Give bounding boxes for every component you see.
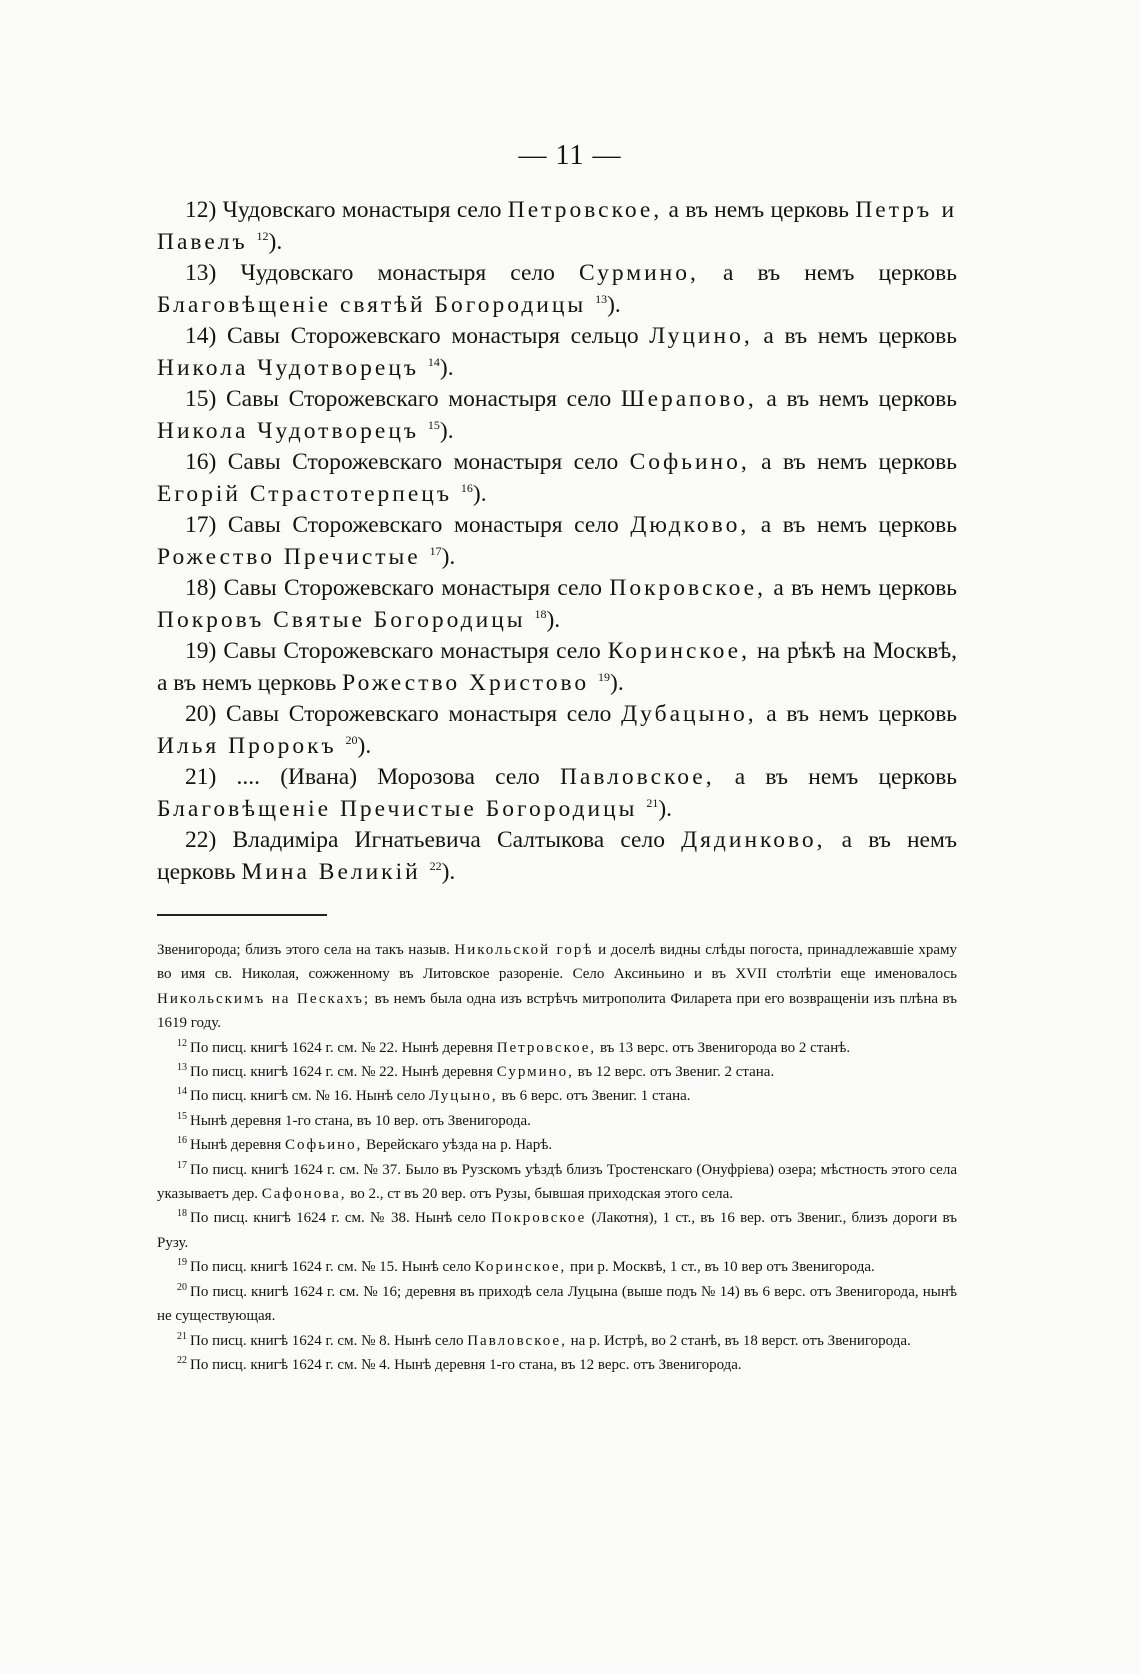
entry: 18) Савы Сторожевскаго монастыря село Покровское, а въ немъ церковь Покровъ Святые Богородицы $^{18}$). <box>157 575 958 633</box>
main-text <box>157 195 957 888</box>
footnote: $^{18}$ По писц. книгѣ 1624 г. см. № 38. Нынѣ село Покровское (Лакотня), 1 ст., въ 16 вер. отъ Звениг., близъ дороги въ Рузу. <box>157 1208 958 1251</box>
entry: 13) Чудовскаго монастыря село Сурмино, а въ немъ церковь Благовѣщеніе святѣй Богородицы $^{13}$). <box>157 260 957 318</box>
entry: 22) Владиміра Игнатьевича Салтыкова село Дядинково, а въ немъ церковь Мина Великій $^{22}$). <box>157 827 958 885</box>
entry: 21) .... (Ивана) Морозова село Павловское, а въ немъ церковь Благовѣщеніе Пречистые Богородицы $^{21}$). <box>157 764 958 822</box>
footnote: $^{12}$ По писц. книгѣ 1624 г. см. № 22. Нынѣ деревня Петровское, въ 13 верс. отъ Звенигорода во 2 станѣ. <box>177 1037 851 1056</box>
footnote-ref: 17 <box>429 543 442 558</box>
footnote-ref: 22 <box>429 858 442 873</box>
entry: 20) Савы Сторожевскаго монастыря село Дубацыно, а въ немъ церковь Илья Пророкъ $^{20}$). <box>157 701 958 759</box>
footnote-ref: 14 <box>427 354 440 369</box>
footnote: $^{17}$ По писц. книгѣ 1624 г. см. № 37. Было въ Рузскомъ уѣздѣ близъ Тростенскаго (Онуфріева) озера; мѣстность этого села указываетъ дер. Сафонова, во 2., ст въ 20 вер. отъ Рузы, бывшая приходская этого села. <box>157 1159 957 1203</box>
footnote-ref: 12 <box>256 228 269 243</box>
footnote-ref: 18 <box>534 606 547 621</box>
footnote: $^{19}$ По писц. книгѣ 1624 г. см. № 15. Нынѣ село Коринское, при р. Москвѣ, 1 ст., въ 10 вер отъ Звенигорода. <box>177 1257 875 1276</box>
footnote-ref: 19 <box>598 669 611 684</box>
footnotes <box>157 938 957 1377</box>
entry: 19) Савы Сторожевскаго монастыря село Коринское, на рѣкѣ на Москвѣ, а въ немъ церковь Рожество Христово $^{19}$). <box>157 638 957 696</box>
footnote-ref: 16 <box>460 480 473 495</box>
entry: 16) Савы Сторожевскаго монастыря село Софьино, а въ немъ церковь Егорій Страстотерпецъ $^{16}$). <box>157 449 957 507</box>
footnote-ref: 15 <box>427 417 440 432</box>
footnote: $^{21}$ По писц. книгѣ 1624 г. см. № 8. Нынѣ село Павловское, на р. Истрѣ, во 2 станѣ, въ 18 верст. отъ Звенигорода. <box>177 1330 911 1349</box>
footnote: $^{15}$ Нынѣ деревня 1-го стана, въ 10 вер. отъ Звенигорода. <box>177 1110 531 1129</box>
footnote-ref: 20 <box>345 732 358 747</box>
page-number: — 11 — <box>518 140 622 171</box>
footnote: $^{14}$ По писц. книгѣ см. № 16. Нынѣ село Луцыно, въ 6 верс. отъ Звениг. 1 стана. <box>177 1086 691 1105</box>
footnote: $^{22}$ По писц. книгѣ 1624 г. см. № 4. Нынѣ деревня 1-го стана, въ 12 верс. отъ Звенигорода. <box>177 1354 742 1373</box>
footnote: $^{13}$ По писц. книгѣ 1624 г. см. № 22. Нынѣ деревня Сурмино, въ 12 верс. отъ Звениг. 2 стана. <box>177 1062 775 1081</box>
footnote-ref: 21 <box>646 795 659 810</box>
footnote: $^{20}$ По писц. книгѣ 1624 г. см. № 16; деревня въ приходѣ села Луцына (выше подъ № 14) въ 6 верс. отъ Звенигорода, нынѣ не существующая. <box>157 1281 957 1325</box>
entry: 17) Савы Сторожевскаго монастыря село Дюдково, а въ немъ церковь Рожество Пречистые $^{17}$). <box>157 512 957 570</box>
entry: 14) Савы Сторожевскаго монастыря сельцо Луцино, а въ немъ церковь Никола Чудотворецъ $^{14}$). <box>157 323 957 381</box>
footnote-continuation: Звенигорода; близъ этого села на такъ назыв. Никольской горѣ и доселѣ видны слѣды погоста, принадлежавшіе храму во имя св. Николая, сожженному въ Литовское разореніе. Село Аксиньино и въ XVII столѣтіи еще именовалось Никольскимъ на Пескахъ; въ немъ была одна изъ встрѣчъ митрополита Филарета при его возвращеніи изъ плѣна въ 1619 году. <box>157 942 958 1032</box>
entry: 12) Чудовскаго монастыря село Петровское, а въ немъ церковь Петръ и Павелъ $^{12}$). <box>157 197 958 255</box>
entry: 15) Савы Сторожевскаго монастыря село Шерапово, а въ немъ церковь Никола Чудотворецъ $^{15}$). <box>157 386 957 444</box>
footnote-ref: 13 <box>595 291 608 306</box>
footnote-separator <box>157 914 327 916</box>
footnote: $^{16}$ Нынѣ деревня Софьино, Верейскаго уѣзда на р. Нарѣ. <box>177 1135 553 1154</box>
